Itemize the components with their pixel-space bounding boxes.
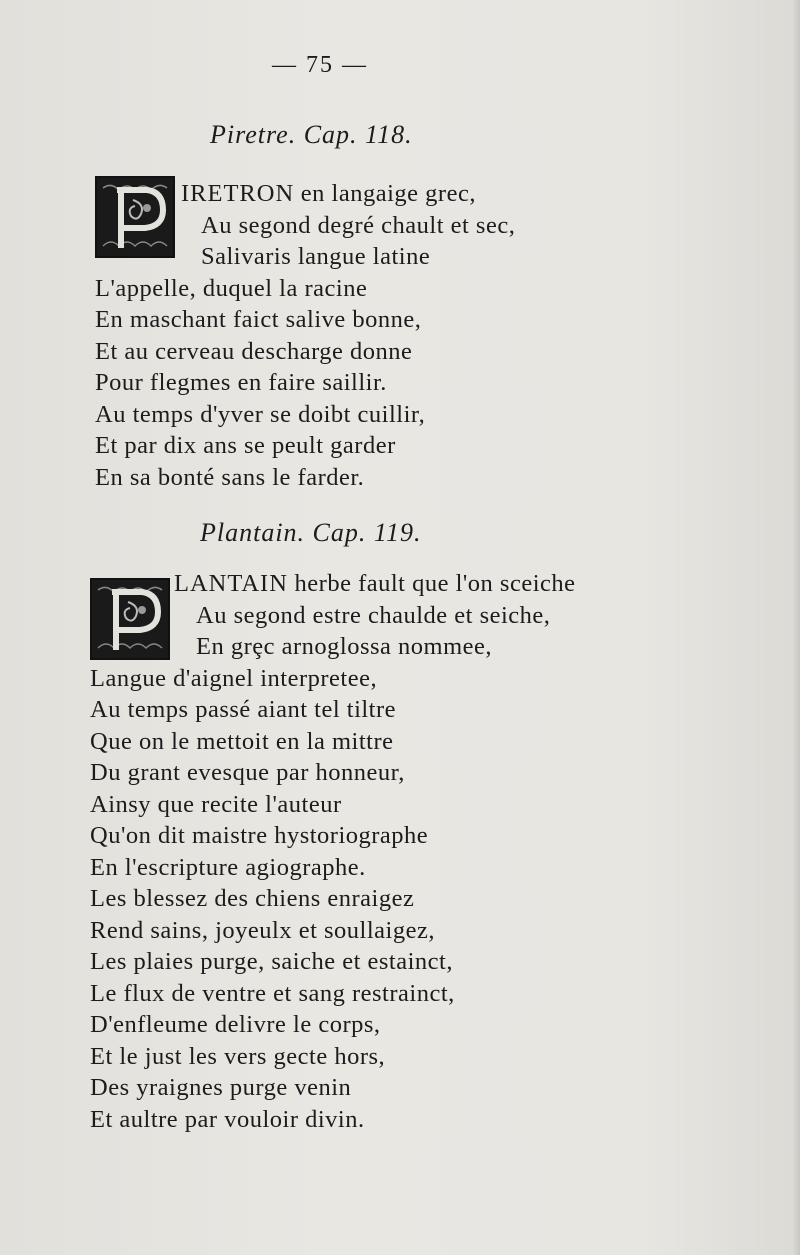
verse-line: Que on le mettoit en la mittre — [90, 727, 394, 755]
verse-line: Et par dix ans se peult garder — [95, 432, 396, 459]
verse-line: Au segond estre chaulde et seiche, — [196, 601, 551, 629]
verse-line: Rend sains, joyeulx et soullaigez, — [90, 916, 435, 944]
verse-line: Et aultre par vouloir divin. — [90, 1105, 365, 1133]
verse-line: Ainsy que recite l'auteur — [90, 790, 342, 818]
verse-line-first: LANTAIN herbe fault que l'on sceiche — [174, 570, 576, 597]
verse-line: Au temps passé aiant tel tiltre — [90, 696, 397, 723]
page-number: — 75 — — [272, 52, 368, 78]
section-heading-plantain: Plantain. Cap. 119. — [200, 518, 422, 547]
verse-line: En sa bonté sans le farder. — [95, 463, 365, 491]
verse-line: Au temps d'yver se doibt cuillir, — [95, 400, 426, 428]
verse-line: Qu'on dit maistre hystoriographe — [90, 822, 429, 849]
verse-line: En maschant faict salive bonne, — [95, 306, 422, 333]
verse-block-plantain — [90, 568, 576, 1135]
verse-block-piretre — [95, 178, 515, 493]
verse-line: Les plaies purge, saiche et estainct, — [90, 948, 453, 975]
verse-line: Pour flegmes en faire saillir. — [95, 369, 387, 396]
page-edge — [794, 0, 800, 1255]
verse-line: Le flux de ventre et sang restrainct, — [90, 979, 455, 1007]
verse-line: D'enfleume delivre le corps, — [90, 1011, 381, 1038]
verse-line: En grȩc arnoglossa nommee, — [196, 633, 493, 660]
verse-line: Et au cerveau descharge donne — [95, 337, 413, 365]
verse-line: Au segond degré chault et sec, — [201, 211, 516, 239]
section-heading-piretre: Piretre. Cap. 118. — [210, 120, 413, 149]
verse-line: Et le just les vers gecte hors, — [90, 1042, 386, 1070]
verse-line: Des yraignes purge venin — [90, 1074, 352, 1101]
verse-line: Les blessez des chiens enraigez — [90, 885, 415, 912]
verse-line: Salivaris langue latine — [201, 243, 431, 270]
verse-line: L'appelle, duquel la racine — [95, 274, 368, 302]
verse-line: Du grant evesque par honneur, — [90, 759, 405, 786]
verse-line: En l'escripture agiographe. — [90, 853, 366, 881]
verse-line-first: IRETRON en langaige grec, — [181, 180, 476, 207]
verse-line: Langue d'aignel interpretee, — [90, 664, 378, 692]
